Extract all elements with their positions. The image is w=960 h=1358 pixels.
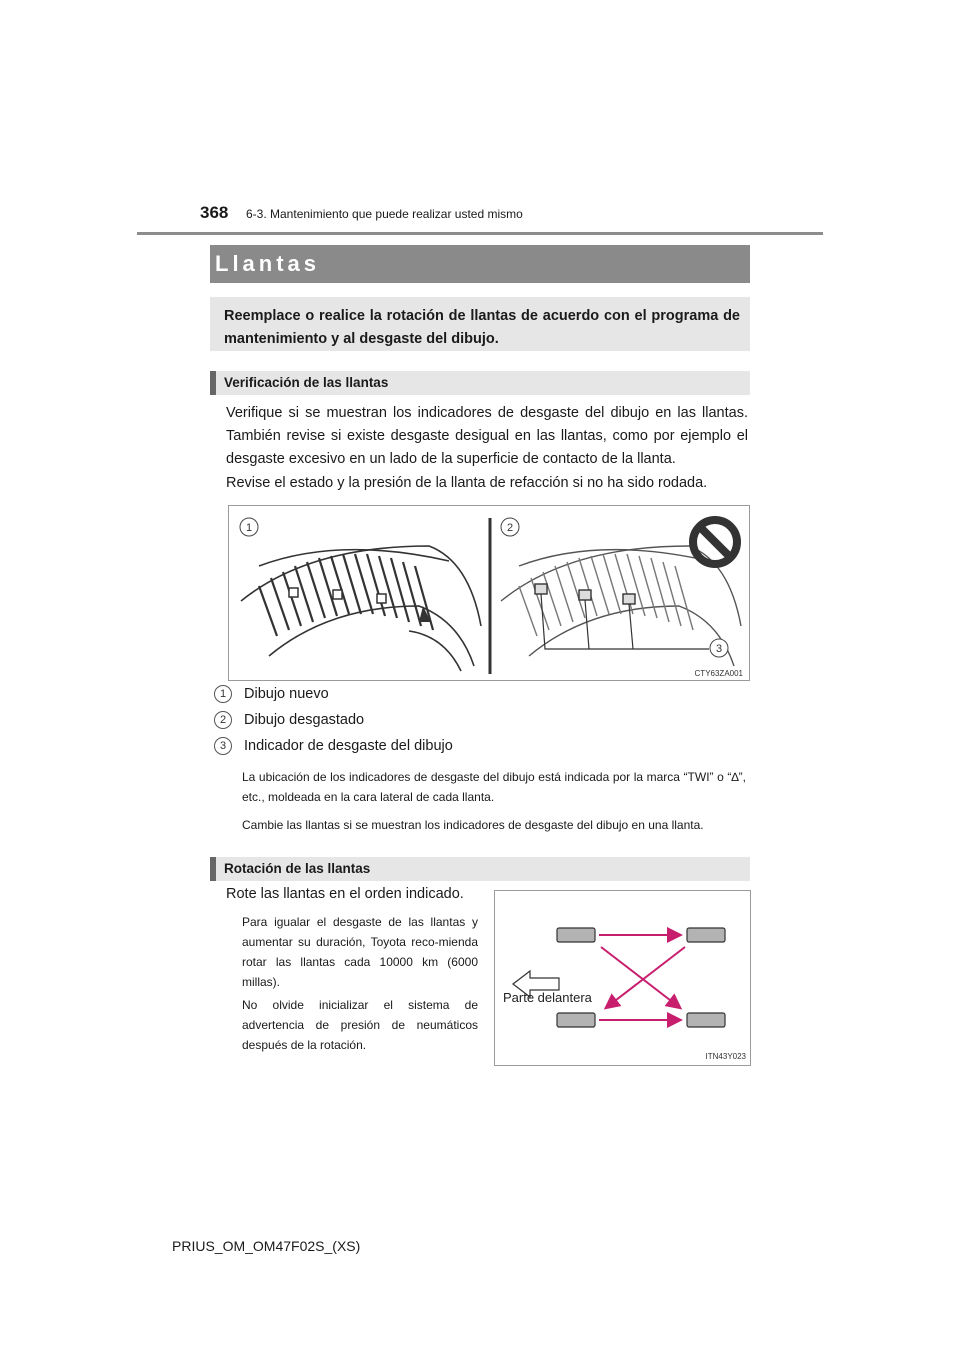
paragraph-check: Verifique si se muestran los indicadores de desgaste del dibujo en las llantas. También revise si existe desgaste desigual en las llantas, como por ejemplo el desgaste excesivo en un lado de la superficie de contacto de la llanta. <box>226 405 748 467</box>
section-heading-text: Rotación de las llantas <box>224 861 371 876</box>
note-tpms-reset: No olvide inicializar el sistema de advertencia de presión de neumáticos después de la rotación. <box>242 998 478 1052</box>
header-rule <box>137 232 823 235</box>
paragraph-rotate: Rote las llantas en el orden indicado. <box>226 886 464 902</box>
rotation-diagram <box>495 891 750 1065</box>
callout-2: 2 <box>506 522 514 534</box>
note-replace: Cambie las llantas si se muestran los indicadores de desgaste del dibujo en una llanta. <box>242 818 704 832</box>
figure-code: ITN43Y023 <box>705 1052 746 1061</box>
legend-number: 2 <box>214 711 232 729</box>
front-label: Parte delantera <box>503 990 592 1005</box>
tire-tread-illustration <box>229 506 749 680</box>
intro-box <box>210 297 750 351</box>
legend-number: 1 <box>214 685 232 703</box>
footer-doc-code: PRIUS_OM_OM47F02S_(XS) <box>172 1238 361 1254</box>
legend-number: 3 <box>214 737 232 755</box>
page-title-bar <box>210 245 750 283</box>
section-heading-text: Verificación de las llantas <box>224 375 389 390</box>
tire-tread-figure <box>228 505 750 681</box>
callout-1: 1 <box>245 522 253 534</box>
figure-code: CTY63ZA001 <box>694 669 743 678</box>
legend-item-3 <box>214 737 453 755</box>
note-twi: La ubicación de los indicadores de desgaste del dibujo está indicada por la marca “TWI” o “∆”, etc., moldeada en la cara lateral de cada llanta. <box>242 770 746 804</box>
callout-3: 3 <box>715 643 723 655</box>
legend-text: Indicador de desgaste del dibujo <box>244 737 453 754</box>
note-rotation-interval: Para igualar el desgaste de las llantas y aumentar su duración, Toyota reco-mienda rotar las llantas cada 10000 km (6000 millas). <box>242 915 478 989</box>
section-bar <box>210 857 216 881</box>
section-bar <box>210 371 216 395</box>
chapter-title: 6-3. Mantenimiento que puede realizar usted mismo <box>246 207 523 221</box>
intro-text: Reemplace o realice la rotación de llantas de acuerdo con el programa de mantenimiento y al desgaste del dibujo. <box>224 308 740 347</box>
page-title: Llantas <box>215 251 321 276</box>
section-heading-check <box>210 371 750 395</box>
page-number: 368 <box>200 203 229 222</box>
legend-item-2 <box>214 711 364 729</box>
legend-text: Dibujo nuevo <box>244 685 329 702</box>
rotation-figure <box>494 890 751 1066</box>
section-heading-rotation <box>210 857 750 881</box>
paragraph-spare: Revise el estado y la presión de la llanta de refacción si no ha sido rodada. <box>226 475 708 491</box>
legend-text: Dibujo desgastado <box>244 711 365 728</box>
legend-item-1 <box>214 685 329 703</box>
